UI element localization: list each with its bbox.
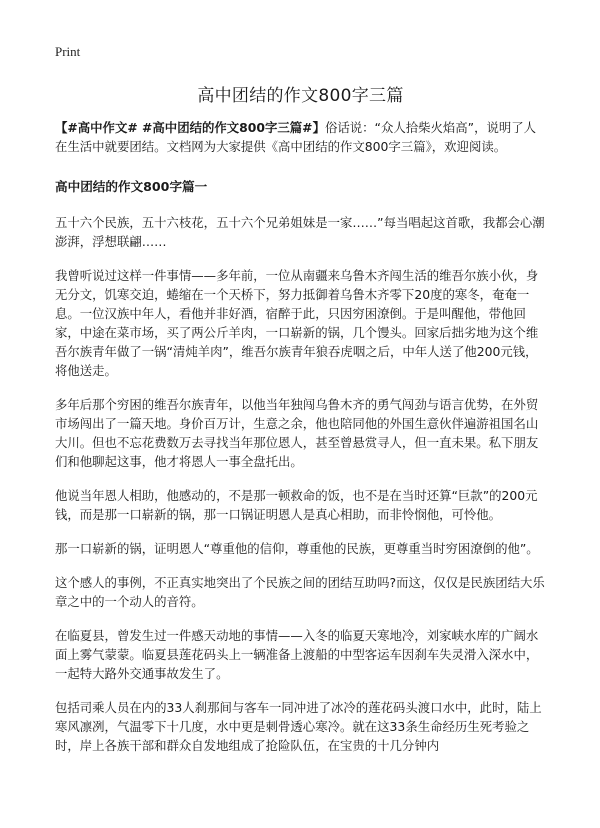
body-paragraph: 包括司乘人员在内的33人刹那间与客车一同冲进了冰冷的莲花码头渡口水中，此时，陆上寒风凛冽，气温零下十几度，水中更是刺骨透心寒冷。就在这33条生命经历生死考验之时，岸上各族干部和群众自发地组成了抢险队伍，在宝贵的十几分钟内 [55,700,542,753]
body-paragraph: 五十六个民族，五十六枝花，五十六个兄弟姐妹是一家……”每当唱起这首歌，我都会心潮澎湃，浮想联翩…… [55,215,545,249]
intro-lead: 【#高中作文# #高中团结的作文800字三篇#】 [55,120,325,135]
document-title: 高中团结的作文800字三篇 [197,86,404,106]
body-paragraph: 这个感人的事例，不正真实地突出了个民族之间的团结互助吗?而这，仅仅是民族团结大乐章之中的一个动人的音符。 [55,575,545,609]
intro-text: 俗话说：“众人拾柴火焰高”，说明了人在生活中就要团结。文档网为大家提供《高中团结的作文800字三篇》，欢迎阅读。 [55,120,537,154]
intro-paragraph [55,118,546,156]
body-paragraph: 多年后那个穷困的维吾尔族青年，以他当年独闯乌鲁木齐的勇气闯劲与语言优势，在外贸市场闯出了一篇天地。身价百万计，生意之余，他也陪同他的外国生意伙伴遍游祖国名山大川。但也不忘花费数万去寻找当年那位恩人，甚至曾悬赏寻人，但一直未果。私下朋友们和他聊起这事，他才将恩人一事全盘托出。 [55,397,539,469]
print-link[interactable]: Print [55,44,81,59]
body-paragraph: 他说当年恩人相助，他感动的，不是那一顿救命的饭，也不是在当时还算“巨款”的200元钱，而是那一口崭新的锅，那一口锅证明恩人是真心相助，而非怜悯他，可怜他。 [55,488,538,522]
section-heading: 高中团结的作文800字篇一 [55,179,208,194]
body-paragraph: 我曾听说过这样一件事情——多年前，一位从南疆来乌鲁木齐闯生活的维吾尔族小伙，身无分文，饥寒交迫，蜷缩在一个天桥下，努力抵御着乌鲁木齐零下20度的寒冬，奄奄一息。一位汉族中年人，看他并非好酒，宿醉于此，只因穷困潦倒。于是叫醒他，带他回家，中途在菜市场，买了两公斤羊肉，一口崭新的锅，几个馒头。回家后拙劣地为这个维吾尔族青年做了一锅“清炖羊肉”，维吾尔族青年狼吞虎咽之后，中年人送了他200元钱，将他送走。 [55,268,539,378]
body-paragraph: 那一口崭新的锅，证明恩人“尊重他的信仰，尊重他的民族，更尊重当时穷困潦倒的他”。 [55,541,539,556]
body-paragraph: 在临夏县，曾发生过一件感天动地的事情——入冬的临夏天寒地冷，刘家峡水库的广阔水面上雾气蒙蒙。临夏县莲花码头上一辆准备上渡船的中型客运车因刹车失灵滑入深水中，一起特大路外交通事故发生了。 [55,628,539,681]
